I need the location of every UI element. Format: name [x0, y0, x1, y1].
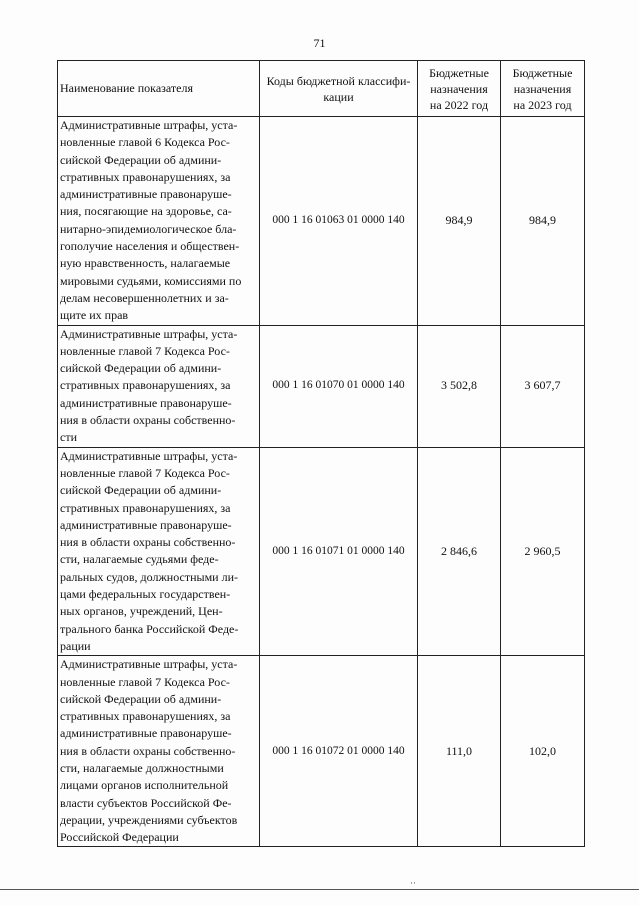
table-row	[58, 447, 585, 656]
budget-code-cell: 000 1 16 01071 01 0000 140	[260, 447, 418, 656]
indicator-name-line: рации	[60, 638, 91, 653]
budget-code-cell: 000 1 16 01072 01 0000 140	[260, 656, 418, 847]
indicator-name-line: трального банка Российской Феде-	[60, 621, 239, 636]
indicator-name-line: стративных правонарушениях, за	[60, 500, 231, 515]
indicator-name-cell	[58, 447, 260, 656]
indicator-name-cell	[58, 656, 260, 847]
indicator-name-line: Российской Федерации	[60, 830, 179, 845]
header-indicator-name: Наименование показателя	[58, 61, 260, 117]
indicator-name-cell	[58, 325, 260, 447]
footer-mark: ··	[410, 878, 416, 888]
header-budget-2022	[418, 61, 501, 117]
header-2022-line: на 2022 год	[429, 97, 489, 112]
indicator-name-line: стративных правонарушениях, за	[60, 169, 231, 184]
indicator-name-line: административные правонаруше-	[60, 517, 232, 532]
indicator-name-line: гополучие населения и обществен-	[60, 239, 240, 254]
indicator-name-line: ния в области охраны собственно-	[60, 743, 236, 758]
page-number: 71	[313, 36, 326, 50]
table-row	[58, 325, 585, 447]
indicator-name-line: ральных судов, должностными ли-	[60, 569, 238, 584]
indicator-name-line: административные правонаруше-	[60, 726, 232, 741]
indicator-name-line: щите их прав	[60, 308, 129, 323]
indicator-name-line: стративных правонарушениях, за	[60, 378, 231, 393]
indicator-name-line: административные правонаруше-	[60, 395, 232, 410]
budget-2022-cell: 984,9	[418, 117, 501, 326]
header-2023-line: назначения	[513, 81, 572, 96]
header-budget-code	[260, 61, 418, 117]
indicator-name-line: ных органов, учреждений, Цен-	[60, 604, 223, 619]
indicator-name-line: мировыми судьями, комиссиями по	[60, 273, 242, 288]
indicator-name-line: сийской Федерации об админи-	[60, 152, 222, 167]
indicator-name-line: ния, посягающие на здоровье, са-	[60, 204, 232, 219]
indicator-name-line: новленные главой 7 Кодекса Рос-	[60, 465, 230, 480]
indicator-name-line: административные правонаруше-	[60, 187, 232, 202]
footer-divider	[0, 889, 639, 890]
indicator-name-line: сти	[60, 430, 77, 445]
header-code-line: Коды бюджетной классифи-	[266, 73, 411, 88]
indicator-name-line: ния в области охраны собственно-	[60, 535, 236, 550]
budget-2022-cell: 3 502,8	[418, 325, 501, 447]
indicator-name-line: сийской Федерации об админи-	[60, 361, 222, 376]
indicator-name-line: новленные главой 7 Кодекса Рос-	[60, 343, 230, 358]
indicator-name-line: Административные штрафы, уста-	[60, 448, 238, 463]
indicator-name-line: власти субъектов Российской Фе-	[60, 795, 232, 810]
header-2023-line: на 2023 год	[513, 97, 572, 112]
budget-2023-cell: 2 960,5	[501, 447, 585, 656]
header-2022-line: Бюджетные	[429, 65, 489, 80]
indicator-name-line: Административные штрафы, уста-	[60, 118, 238, 132]
table-row	[58, 656, 585, 847]
budget-2022-cell: 111,0	[418, 656, 501, 847]
indicator-name-line: нитарно-эпидемиологическое бла-	[60, 221, 237, 236]
indicator-name-line: новленные главой 7 Кодекса Рос-	[60, 674, 230, 689]
table-row	[58, 117, 585, 326]
indicator-name-line: новленные главой 6 Кодекса Рос-	[60, 135, 230, 150]
budget-2023-cell: 102,0	[501, 656, 585, 847]
budget-2023-cell: 984,9	[501, 117, 585, 326]
indicator-name-line: Административные штрафы, уста-	[60, 657, 238, 672]
indicator-name-line: сти, налагаемые должностными	[60, 760, 224, 775]
indicator-name-line: дерации, учреждениями субъектов	[60, 812, 238, 827]
table-header-row	[58, 61, 585, 117]
indicator-name-line: сийской Федерации об админи-	[60, 483, 222, 498]
header-2023-line: Бюджетные	[512, 65, 573, 80]
indicator-name-line: сийской Федерации об админи-	[60, 691, 222, 706]
indicator-name-line: лицами органов исполнительной	[60, 778, 229, 793]
indicator-name-line: сти, налагаемые судьями феде-	[60, 552, 219, 567]
indicator-name-line: делам несовершеннолетних и за-	[60, 290, 229, 305]
indicator-name-line: цами федеральных государствен-	[60, 587, 231, 602]
indicator-name-line: ную нравственность, налагаемые	[60, 256, 231, 271]
header-2022-line: назначения	[430, 81, 488, 96]
header-budget-2023	[501, 61, 585, 117]
budget-code-cell: 000 1 16 01070 01 0000 140	[260, 325, 418, 447]
indicator-name-line: ния в области охраны собственно-	[60, 413, 236, 428]
budget-2023-cell: 3 607,7	[501, 325, 585, 447]
header-code-line: кации	[323, 89, 354, 104]
budget-code-cell: 000 1 16 01063 01 0000 140	[260, 117, 418, 326]
budget-table	[57, 60, 585, 847]
budget-2022-cell: 2 846,6	[418, 447, 501, 656]
indicator-name-line: Административные штрафы, уста-	[60, 326, 238, 341]
indicator-name-line: стративных правонарушениях, за	[60, 709, 231, 724]
indicator-name-cell	[58, 117, 260, 326]
